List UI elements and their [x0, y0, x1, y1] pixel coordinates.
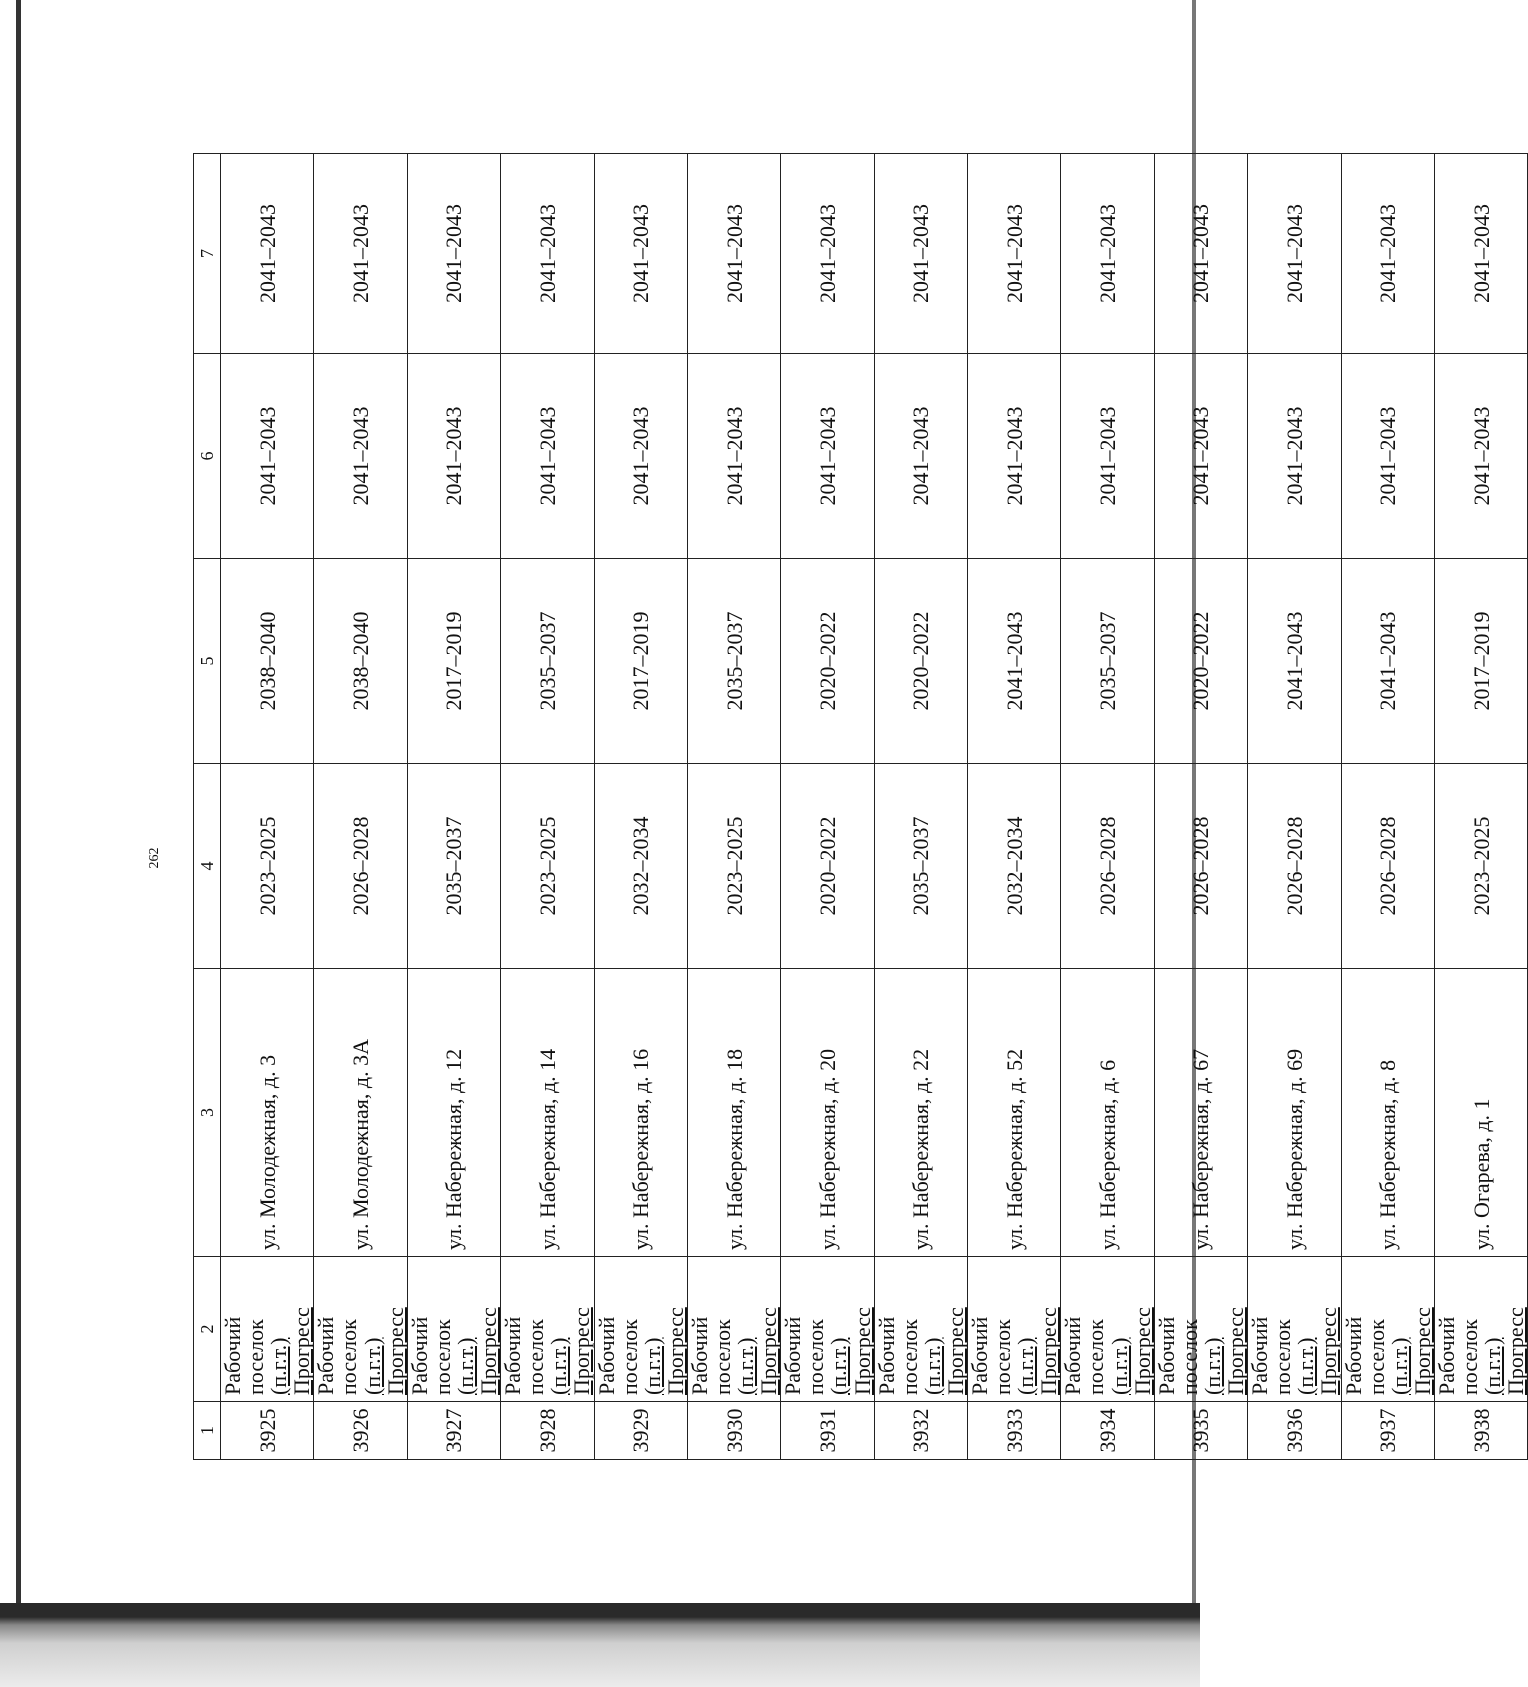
- period-col-6: 2041–2043: [221, 354, 314, 559]
- page-number: 262: [147, 847, 162, 869]
- table-row: [314, 154, 407, 1460]
- locality-line-1: Рабочий поселок: [686, 1316, 735, 1395]
- locality-cell: [687, 1257, 780, 1402]
- table-row: [501, 154, 594, 1460]
- period-col-6: 2041–2043: [687, 354, 780, 559]
- address-cell: ул. Набережная, д. 20: [781, 969, 874, 1257]
- locality-cell: [1341, 1257, 1434, 1402]
- locality-line-1: Рабочий поселок: [1433, 1316, 1482, 1395]
- address-cell: ул. Набережная, д. 69: [1248, 969, 1341, 1257]
- scan-edge-bottom: [0, 1603, 1200, 1687]
- column-header: 6: [194, 354, 221, 559]
- table-row: [874, 154, 967, 1460]
- period-col-5: 2041–2043: [968, 559, 1061, 764]
- locality-cell: [781, 1257, 874, 1402]
- row-id: 3932: [874, 1402, 967, 1460]
- address-cell: ул. Набережная, д. 67: [1154, 969, 1247, 1257]
- row-id: 3930: [687, 1402, 780, 1460]
- address-cell: ул. Набережная, д. 14: [501, 969, 594, 1257]
- table-row: [221, 154, 314, 1460]
- locality-line-2: (п.г.т.) Прогресс: [826, 1307, 875, 1395]
- period-col-6: 2041–2043: [968, 354, 1061, 559]
- address-cell: ул. Набережная, д. 16: [594, 969, 687, 1257]
- row-id: 3927: [407, 1402, 500, 1460]
- schedule-table: [193, 153, 1528, 1460]
- row-id: 3928: [501, 1402, 594, 1460]
- period-col-6: 2041–2043: [874, 354, 967, 559]
- locality-line-2: (п.г.т.) Прогресс: [919, 1307, 968, 1395]
- column-header: 1: [194, 1402, 221, 1460]
- locality-line-2: (п.г.т.) Прогресс: [1199, 1307, 1249, 1395]
- period-col-5: 2035–2037: [1061, 559, 1154, 764]
- locality-line-1: Рабочий поселок: [313, 1316, 362, 1395]
- period-col-7: 2041–2043: [874, 154, 967, 354]
- period-col-4: 2023–2025: [501, 764, 594, 969]
- period-col-6: 2041–2043: [1248, 354, 1341, 559]
- period-col-5: 2017–2019: [407, 559, 500, 764]
- address-cell: ул. Набережная, д. 6: [1061, 969, 1154, 1257]
- locality-line-2: (п.г.т.) Прогресс: [452, 1307, 502, 1395]
- column-header: 5: [194, 559, 221, 764]
- rotated-table-container: [193, 154, 1528, 1460]
- period-col-4: 2035–2037: [874, 764, 967, 969]
- address-cell: ул. Набережная, д. 12: [407, 969, 500, 1257]
- period-col-5: 2038–2040: [314, 559, 407, 764]
- table-row: [1061, 154, 1154, 1460]
- locality-cell: [1248, 1257, 1341, 1402]
- table-row: [1434, 154, 1527, 1460]
- period-col-6: 2041–2043: [1434, 354, 1527, 559]
- address-cell: ул. Набережная, д. 8: [1341, 969, 1434, 1257]
- table-row: [968, 154, 1061, 1460]
- table-row: [1248, 154, 1341, 1460]
- column-header: 3: [194, 969, 221, 1257]
- period-col-7: 2041–2043: [1341, 154, 1434, 354]
- locality-line-2: (п.г.т.) Прогресс: [639, 1307, 688, 1395]
- address-cell: ул. Молодежная, д. 3: [221, 969, 314, 1257]
- period-col-4: 2026–2028: [1248, 764, 1341, 969]
- period-col-5: 2017–2019: [1434, 559, 1527, 764]
- table-row: [687, 154, 780, 1460]
- period-col-4: 2026–2028: [1154, 764, 1247, 969]
- period-col-5: 2035–2037: [501, 559, 594, 764]
- address-cell: ул. Огарева, д. 1: [1434, 969, 1527, 1257]
- row-id: 3938: [1434, 1402, 1527, 1460]
- locality-cell: [1154, 1257, 1247, 1402]
- table-row: [407, 154, 500, 1460]
- period-col-4: 2026–2028: [1341, 764, 1434, 969]
- column-header: 2: [194, 1257, 221, 1402]
- period-col-4: 2023–2025: [221, 764, 314, 969]
- period-col-7: 2041–2043: [594, 154, 687, 354]
- period-col-7: 2041–2043: [1434, 154, 1527, 354]
- locality-line-2: (п.г.т.) Прогресс: [733, 1307, 782, 1395]
- scan-edge-left: [16, 0, 21, 1615]
- period-col-5: 2035–2037: [687, 559, 780, 764]
- column-number-row: [194, 154, 221, 1460]
- table-row: [594, 154, 687, 1460]
- period-col-5: 2038–2040: [221, 559, 314, 764]
- locality-cell: [501, 1257, 594, 1402]
- row-id: 3925: [221, 1402, 314, 1460]
- period-col-4: 2026–2028: [1061, 764, 1154, 969]
- period-col-6: 2041–2043: [1341, 354, 1434, 559]
- period-col-7: 2041–2043: [781, 154, 874, 354]
- locality-line-2: (п.г.т.) Прогресс: [359, 1307, 408, 1395]
- period-col-5: 2020–2022: [874, 559, 967, 764]
- row-id: 3933: [968, 1402, 1061, 1460]
- locality-cell: [594, 1257, 687, 1402]
- period-col-4: 2026–2028: [314, 764, 407, 969]
- locality-cell: [1434, 1257, 1527, 1402]
- locality-line-2: (п.г.т.) Прогресс: [1480, 1307, 1528, 1395]
- locality-cell: [874, 1257, 967, 1402]
- period-col-6: 2041–2043: [501, 354, 594, 559]
- locality-line-1: Рабочий поселок: [967, 1316, 1016, 1395]
- row-id: 3926: [314, 1402, 407, 1460]
- period-col-6: 2041–2043: [1154, 354, 1247, 559]
- locality-line-2: (п.г.т.) Прогресс: [546, 1307, 595, 1395]
- locality-line-1: Рабочий поселок: [1247, 1316, 1296, 1395]
- period-col-7: 2041–2043: [1154, 154, 1247, 354]
- period-col-7: 2041–2043: [407, 154, 500, 354]
- period-col-7: 2041–2043: [221, 154, 314, 354]
- row-id: 3937: [1341, 1402, 1434, 1460]
- row-id: 3935: [1154, 1402, 1247, 1460]
- period-col-6: 2041–2043: [407, 354, 500, 559]
- row-id: 3931: [781, 1402, 874, 1460]
- locality-line-1: Рабочий поселок: [500, 1316, 549, 1395]
- locality-line-2: (п.г.т.) Прогресс: [1293, 1307, 1342, 1395]
- period-col-6: 2041–2043: [594, 354, 687, 559]
- period-col-4: 2023–2025: [687, 764, 780, 969]
- period-col-7: 2041–2043: [314, 154, 407, 354]
- column-header: 7: [194, 154, 221, 354]
- locality-cell: [968, 1257, 1061, 1402]
- address-cell: ул. Набережная, д. 22: [874, 969, 967, 1257]
- locality-line-1: Рабочий поселок: [1153, 1316, 1202, 1395]
- locality-cell: [221, 1257, 314, 1402]
- period-col-4: 2020–2022: [781, 764, 874, 969]
- period-col-5: 2020–2022: [1154, 559, 1247, 764]
- locality-line-2: (п.г.т.) Прогресс: [1013, 1307, 1062, 1395]
- locality-cell: [407, 1257, 500, 1402]
- period-col-6: 2041–2043: [1061, 354, 1154, 559]
- locality-line-1: Рабочий поселок: [220, 1316, 269, 1395]
- period-col-4: 2023–2025: [1434, 764, 1527, 969]
- locality-line-1: Рабочий поселок: [780, 1316, 829, 1395]
- period-col-5: 2041–2043: [1248, 559, 1341, 764]
- locality-line-1: Рабочий поселок: [873, 1316, 922, 1395]
- period-col-4: 2032–2034: [594, 764, 687, 969]
- period-col-5: 2017–2019: [594, 559, 687, 764]
- period-col-4: 2032–2034: [968, 764, 1061, 969]
- locality-cell: [1061, 1257, 1154, 1402]
- row-id: 3934: [1061, 1402, 1154, 1460]
- table-row: [1154, 154, 1247, 1460]
- locality-line-1: Рабочий поселок: [1340, 1316, 1389, 1395]
- locality-line-2: (п.г.т.) Прогресс: [266, 1307, 315, 1395]
- period-col-6: 2041–2043: [781, 354, 874, 559]
- period-col-7: 2041–2043: [968, 154, 1061, 354]
- period-col-5: 2020–2022: [781, 559, 874, 764]
- locality-line-2: (п.г.т.) Прогресс: [1106, 1307, 1155, 1395]
- locality-cell: [314, 1257, 407, 1402]
- address-cell: ул. Молодежная, д. 3А: [314, 969, 407, 1257]
- row-id: 3929: [594, 1402, 687, 1460]
- period-col-7: 2041–2043: [1061, 154, 1154, 354]
- locality-line-2: (п.г.т.) Прогресс: [1386, 1307, 1435, 1395]
- period-col-6: 2041–2043: [314, 354, 407, 559]
- locality-line-1: Рабочий поселок: [593, 1316, 642, 1395]
- column-header: 4: [194, 764, 221, 969]
- table-row: [781, 154, 874, 1460]
- address-cell: ул. Набережная, д. 18: [687, 969, 780, 1257]
- period-col-7: 2041–2043: [1248, 154, 1341, 354]
- locality-line-1: Рабочий поселок: [406, 1316, 455, 1395]
- address-cell: ул. Набережная, д. 52: [968, 969, 1061, 1257]
- row-id: 3936: [1248, 1402, 1341, 1460]
- table-row: [1341, 154, 1434, 1460]
- locality-line-1: Рабочий поселок: [1060, 1316, 1109, 1395]
- period-col-7: 2041–2043: [687, 154, 780, 354]
- period-col-7: 2041–2043: [501, 154, 594, 354]
- period-col-5: 2041–2043: [1341, 559, 1434, 764]
- period-col-4: 2035–2037: [407, 764, 500, 969]
